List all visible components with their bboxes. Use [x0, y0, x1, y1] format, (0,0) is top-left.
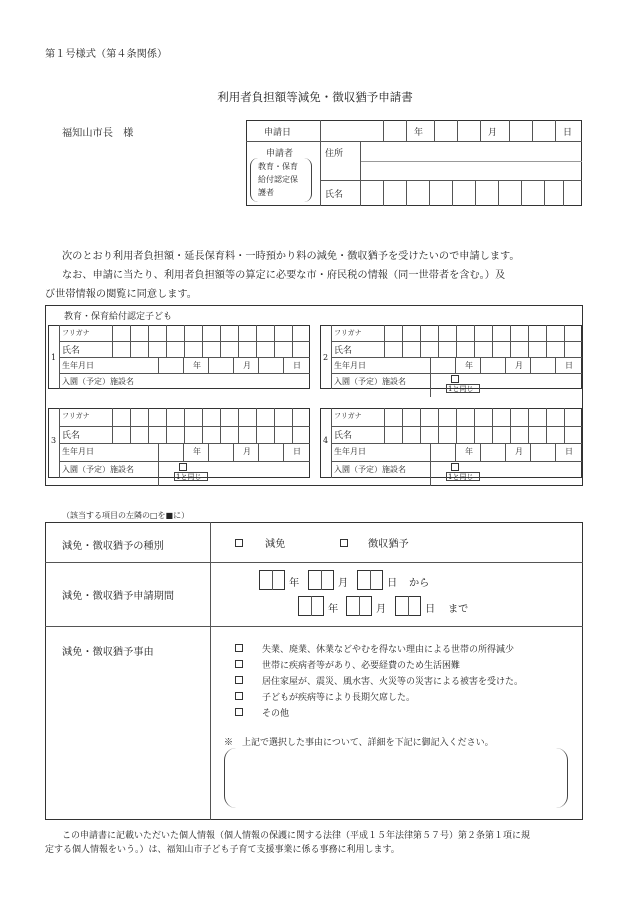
type-postpone-checkbox[interactable]	[340, 539, 348, 547]
until-day-label: 日	[425, 604, 436, 615]
child-facility-label: 入園（予定）施設名	[334, 464, 406, 474]
period-label: 減免・徴収猶予申請期間	[62, 591, 175, 602]
type-reduction-label: 減免	[265, 539, 286, 550]
from-label: から	[409, 578, 430, 589]
date-day-label: 日	[563, 128, 573, 138]
from-month-label: 月	[338, 578, 349, 589]
child-birth-month: 月	[243, 447, 251, 456]
date-label: 申請日	[264, 128, 292, 138]
child-birthdate-label: 生年月日	[62, 361, 94, 370]
instruction-text: （該当する項目の左隣の□を■に）	[62, 511, 190, 520]
child-birth-year: 年	[465, 361, 473, 370]
child-furigana-label: フリガナ	[334, 412, 362, 420]
child-number: 3	[51, 436, 57, 445]
date-year-label: 年	[414, 128, 424, 138]
guardian-label-3: 護者	[258, 188, 274, 197]
footer-line-1: この申請書に記載いただいた個人情報（個人情報の保護に関する法律（平成１５年法律第５７号）第２条第１項に規	[62, 831, 531, 841]
child-facility-label: 入園（予定）施設名	[62, 377, 134, 386]
reason-detail-field[interactable]	[224, 748, 568, 808]
reason-checkbox[interactable]	[235, 676, 243, 684]
child-facility-label: 入園（予定）施設名	[62, 464, 134, 474]
child-facility-label: 入園（予定）施設名	[334, 377, 406, 386]
child-name-label: 氏名	[62, 430, 81, 441]
intro-line-1: 次のとおり利用者負担額・延長保育料・一時預かり料の減免・徴収猶予を受けたいので申請します。	[62, 251, 520, 262]
reason-item: 居住家屋が、震災、風水害、火災等の災害による被害を受けた。	[262, 677, 524, 687]
intro-line-2: なお、申請に当たり、利用者負担額等の算定に必要な市・府民税の情報（同一世帯者を含む。）及	[62, 270, 506, 281]
same-as-1-label: 1と同じ	[448, 472, 474, 481]
date-month-label: 月	[488, 128, 498, 138]
same-as-1-label: 1と同じ	[448, 385, 474, 393]
child-furigana-label: フリガナ	[62, 412, 90, 420]
page-title: 利用者負担額等減免・徴収猶予申請書	[217, 90, 413, 104]
child-birth-month: 月	[243, 361, 251, 370]
same-as-1-label: 1と同じ	[176, 472, 202, 481]
reason-checkbox[interactable]	[235, 660, 243, 668]
same-as-1-checkbox[interactable]	[179, 463, 187, 471]
until-year-label: 年	[328, 604, 339, 615]
same-as-1-checkbox[interactable]	[451, 375, 459, 383]
child-birth-month: 月	[515, 447, 523, 456]
footer-line-2: 定する個人情報をいう。）は、福知山市子ども子育て支援事業に係る事務に利用します。	[45, 845, 400, 855]
type-label: 減免・徴収猶予の種別	[62, 541, 164, 552]
child-birth-month: 月	[515, 361, 523, 370]
guardian-label-1: 教育・保育	[258, 162, 298, 171]
addressee: 福知山市長 様	[62, 128, 134, 139]
address-label: 住所	[325, 149, 344, 159]
child-number: 4	[323, 436, 329, 445]
child-name-label: 氏名	[62, 346, 81, 356]
reason-item: その他	[262, 709, 290, 719]
child-birth-day: 日	[293, 361, 301, 370]
reason-checkbox[interactable]	[235, 692, 243, 700]
child-number: 2	[323, 353, 329, 362]
intro-line-3: び世帯情報の閲覧に同意します。	[45, 289, 197, 300]
child-birth-year: 年	[193, 447, 201, 456]
child-furigana-label: フリガナ	[62, 329, 90, 337]
child-name-label: 氏名	[334, 430, 353, 441]
type-postpone-label: 徴収猶予	[368, 539, 409, 550]
child-furigana-label: フリガナ	[334, 329, 362, 337]
reason-checkbox[interactable]	[235, 644, 243, 652]
same-as-1-checkbox[interactable]	[451, 463, 459, 471]
child-birthdate-label: 生年月日	[334, 361, 366, 370]
until-month-label: 月	[376, 604, 387, 615]
from-day-label: 日	[387, 578, 398, 589]
child-birth-day: 日	[565, 361, 573, 370]
applicant-label: 申請者	[266, 149, 294, 159]
form-number: 第１号様式（第４条関係）	[45, 49, 168, 60]
guardian-label-2: 給付認定保	[258, 175, 298, 184]
child-birth-day: 日	[293, 447, 301, 456]
until-label: まで	[448, 604, 469, 615]
reason-checkbox[interactable]	[235, 708, 243, 716]
child-birth-year: 年	[193, 361, 201, 370]
child-birth-year: 年	[465, 447, 473, 456]
from-year-label: 年	[289, 578, 300, 589]
child-number: 1	[51, 353, 57, 362]
reason-note: ※ 上記で選択した事由について、詳細を下記に御記入ください。	[224, 738, 494, 748]
type-reduction-checkbox[interactable]	[235, 539, 243, 547]
child-birth-day: 日	[565, 447, 573, 456]
name-label: 氏名	[325, 190, 344, 200]
child-name-label: 氏名	[334, 346, 353, 356]
children-section-title: 教育・保育給付認定子ども	[64, 312, 173, 322]
reason-item: 子どもが疾病等により長期欠席した。	[262, 693, 416, 703]
child-birthdate-label: 生年月日	[334, 447, 366, 456]
reason-item: 失業、廃業、休業などやむを得ない理由による世帯の所得減少	[262, 645, 515, 655]
reason-item: 世帯に疾病者等があり、必要経費のため生活困難	[262, 661, 461, 671]
reason-label: 減免・徴収猶予事由	[62, 647, 154, 658]
child-birthdate-label: 生年月日	[62, 447, 94, 456]
